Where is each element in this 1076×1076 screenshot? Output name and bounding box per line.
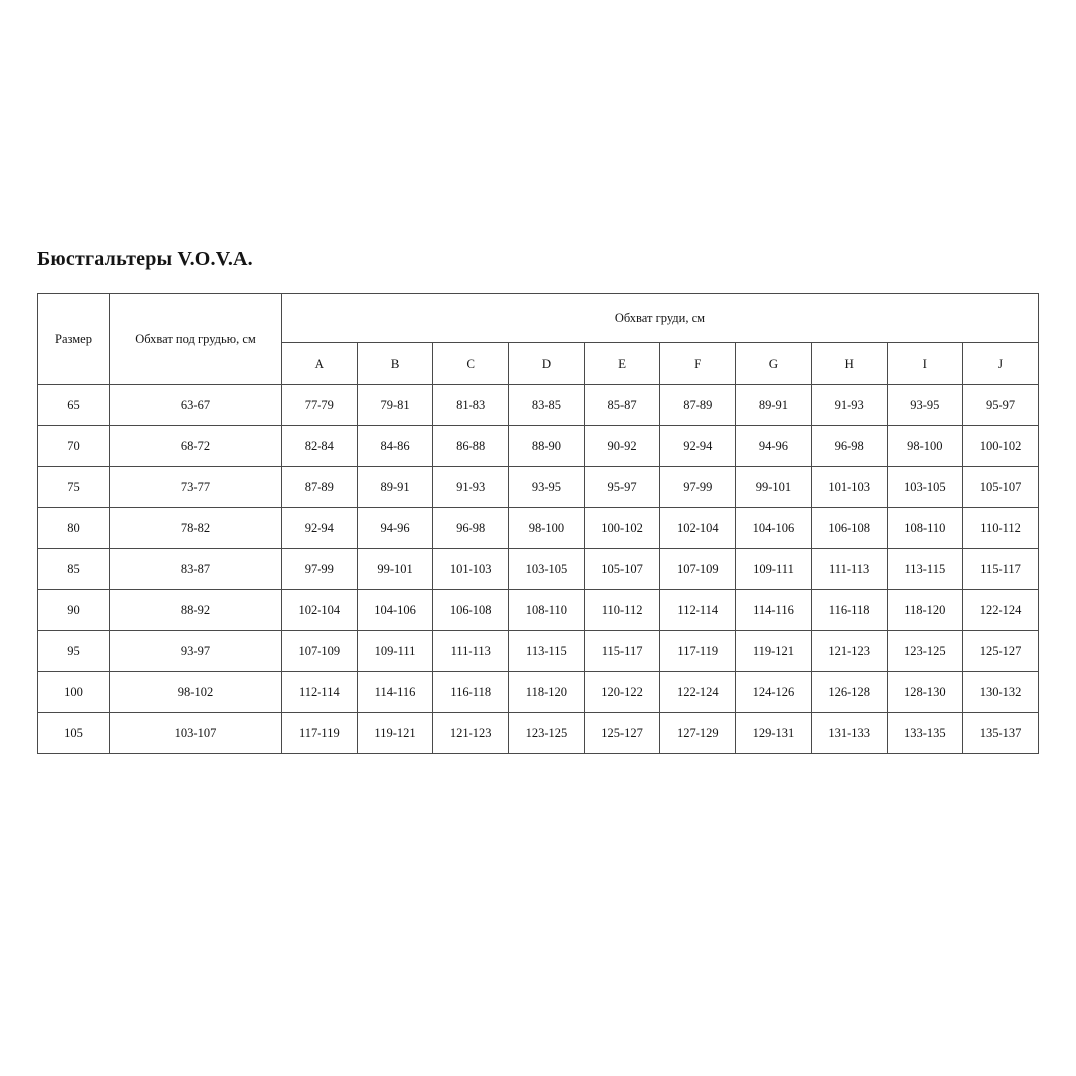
cell-underbust: 93-97: [110, 631, 282, 672]
cell-cup-g: 94-96: [736, 426, 812, 467]
table-row: [38, 713, 1039, 754]
cell-cup-b: 119-121: [357, 713, 433, 754]
cell-cup-g: 109-111: [736, 549, 812, 590]
cell-cup-d: 118-120: [509, 672, 585, 713]
cell-cup-c: 111-113: [433, 631, 509, 672]
cell-size: 100: [38, 672, 110, 713]
cell-cup-h: 111-113: [811, 549, 887, 590]
cell-cup-b: 114-116: [357, 672, 433, 713]
cell-cup-h: 116-118: [811, 590, 887, 631]
header-cup-j: J: [963, 343, 1039, 385]
table-header-row-primary: [38, 294, 1039, 343]
header-cup-e: E: [584, 343, 660, 385]
cell-cup-i: 133-135: [887, 713, 963, 754]
cell-cup-g: 114-116: [736, 590, 812, 631]
cell-cup-g: 124-126: [736, 672, 812, 713]
cell-underbust: 83-87: [110, 549, 282, 590]
cell-underbust: 63-67: [110, 385, 282, 426]
table-row: [38, 385, 1039, 426]
cell-cup-i: 123-125: [887, 631, 963, 672]
cell-cup-e: 100-102: [584, 508, 660, 549]
header-cup-d: D: [509, 343, 585, 385]
cell-cup-i: 118-120: [887, 590, 963, 631]
cell-cup-d: 108-110: [509, 590, 585, 631]
cell-cup-f: 87-89: [660, 385, 736, 426]
cell-cup-d: 93-95: [509, 467, 585, 508]
cell-cup-h: 96-98: [811, 426, 887, 467]
header-cup-b: B: [357, 343, 433, 385]
cell-cup-f: 102-104: [660, 508, 736, 549]
header-cup-c: C: [433, 343, 509, 385]
table-head: [38, 294, 1039, 385]
cell-cup-g: 104-106: [736, 508, 812, 549]
cell-cup-d: 103-105: [509, 549, 585, 590]
header-cup-f: F: [660, 343, 736, 385]
cell-cup-d: 123-125: [509, 713, 585, 754]
cell-underbust: 68-72: [110, 426, 282, 467]
cell-cup-c: 106-108: [433, 590, 509, 631]
cell-cup-j: 130-132: [963, 672, 1039, 713]
cell-cup-f: 92-94: [660, 426, 736, 467]
cell-size: 85: [38, 549, 110, 590]
cell-cup-a: 112-114: [282, 672, 358, 713]
cell-cup-i: 108-110: [887, 508, 963, 549]
cell-cup-j: 95-97: [963, 385, 1039, 426]
cell-cup-j: 105-107: [963, 467, 1039, 508]
cell-size: 65: [38, 385, 110, 426]
cell-cup-a: 87-89: [282, 467, 358, 508]
size-chart-container: [37, 293, 1038, 754]
cell-cup-b: 109-111: [357, 631, 433, 672]
cell-cup-g: 129-131: [736, 713, 812, 754]
cell-cup-b: 104-106: [357, 590, 433, 631]
header-cup-i: I: [887, 343, 963, 385]
table-row: [38, 549, 1039, 590]
cell-cup-a: 82-84: [282, 426, 358, 467]
cell-cup-e: 115-117: [584, 631, 660, 672]
cell-cup-h: 106-108: [811, 508, 887, 549]
cell-cup-c: 101-103: [433, 549, 509, 590]
cell-size: 105: [38, 713, 110, 754]
cell-cup-c: 81-83: [433, 385, 509, 426]
cell-cup-b: 89-91: [357, 467, 433, 508]
table-row: [38, 467, 1039, 508]
size-chart-table: [37, 293, 1039, 754]
cell-cup-e: 95-97: [584, 467, 660, 508]
cell-cup-h: 131-133: [811, 713, 887, 754]
cell-cup-f: 117-119: [660, 631, 736, 672]
cell-cup-c: 121-123: [433, 713, 509, 754]
cell-cup-a: 102-104: [282, 590, 358, 631]
cell-cup-j: 110-112: [963, 508, 1039, 549]
cell-cup-g: 119-121: [736, 631, 812, 672]
cell-cup-f: 122-124: [660, 672, 736, 713]
cell-cup-a: 92-94: [282, 508, 358, 549]
cell-cup-i: 98-100: [887, 426, 963, 467]
cell-cup-j: 115-117: [963, 549, 1039, 590]
cell-cup-e: 110-112: [584, 590, 660, 631]
cell-cup-j: 122-124: [963, 590, 1039, 631]
cell-cup-g: 99-101: [736, 467, 812, 508]
cell-cup-e: 120-122: [584, 672, 660, 713]
cell-cup-c: 116-118: [433, 672, 509, 713]
header-size: Размер: [38, 294, 110, 385]
header-cup-a: A: [282, 343, 358, 385]
header-bust-group: Обхват груди, см: [282, 294, 1039, 343]
cell-cup-a: 77-79: [282, 385, 358, 426]
cell-cup-h: 121-123: [811, 631, 887, 672]
cell-cup-f: 107-109: [660, 549, 736, 590]
cell-cup-c: 96-98: [433, 508, 509, 549]
cell-cup-h: 91-93: [811, 385, 887, 426]
table-row: [38, 590, 1039, 631]
cell-cup-b: 79-81: [357, 385, 433, 426]
cell-cup-g: 89-91: [736, 385, 812, 426]
cell-cup-c: 86-88: [433, 426, 509, 467]
cell-size: 95: [38, 631, 110, 672]
header-cup-h: H: [811, 343, 887, 385]
cell-size: 90: [38, 590, 110, 631]
cell-size: 70: [38, 426, 110, 467]
cell-underbust: 88-92: [110, 590, 282, 631]
cell-cup-c: 91-93: [433, 467, 509, 508]
cell-cup-a: 107-109: [282, 631, 358, 672]
cell-cup-i: 128-130: [887, 672, 963, 713]
cell-underbust: 103-107: [110, 713, 282, 754]
cell-size: 75: [38, 467, 110, 508]
cell-cup-d: 83-85: [509, 385, 585, 426]
cell-cup-e: 85-87: [584, 385, 660, 426]
cell-underbust: 78-82: [110, 508, 282, 549]
table-row: [38, 672, 1039, 713]
table-body: [38, 385, 1039, 754]
table-row: [38, 631, 1039, 672]
cell-cup-i: 103-105: [887, 467, 963, 508]
cell-cup-d: 113-115: [509, 631, 585, 672]
cell-underbust: 73-77: [110, 467, 282, 508]
cell-cup-i: 113-115: [887, 549, 963, 590]
table-row: [38, 426, 1039, 467]
cell-cup-b: 99-101: [357, 549, 433, 590]
table-row: [38, 508, 1039, 549]
header-underbust: Обхват под грудью, см: [110, 294, 282, 385]
cell-cup-j: 135-137: [963, 713, 1039, 754]
cell-cup-d: 88-90: [509, 426, 585, 467]
cell-cup-a: 117-119: [282, 713, 358, 754]
cell-underbust: 98-102: [110, 672, 282, 713]
cell-cup-f: 97-99: [660, 467, 736, 508]
cell-size: 80: [38, 508, 110, 549]
cell-cup-h: 126-128: [811, 672, 887, 713]
cell-cup-f: 127-129: [660, 713, 736, 754]
cell-cup-b: 84-86: [357, 426, 433, 467]
cell-cup-e: 105-107: [584, 549, 660, 590]
header-cup-g: G: [736, 343, 812, 385]
cell-cup-e: 125-127: [584, 713, 660, 754]
cell-cup-j: 125-127: [963, 631, 1039, 672]
cell-cup-i: 93-95: [887, 385, 963, 426]
page-title: Бюстгальтеры V.O.V.A.: [37, 248, 253, 270]
cell-cup-b: 94-96: [357, 508, 433, 549]
cell-cup-d: 98-100: [509, 508, 585, 549]
cell-cup-f: 112-114: [660, 590, 736, 631]
cell-cup-j: 100-102: [963, 426, 1039, 467]
cell-cup-e: 90-92: [584, 426, 660, 467]
cell-cup-a: 97-99: [282, 549, 358, 590]
cell-cup-h: 101-103: [811, 467, 887, 508]
